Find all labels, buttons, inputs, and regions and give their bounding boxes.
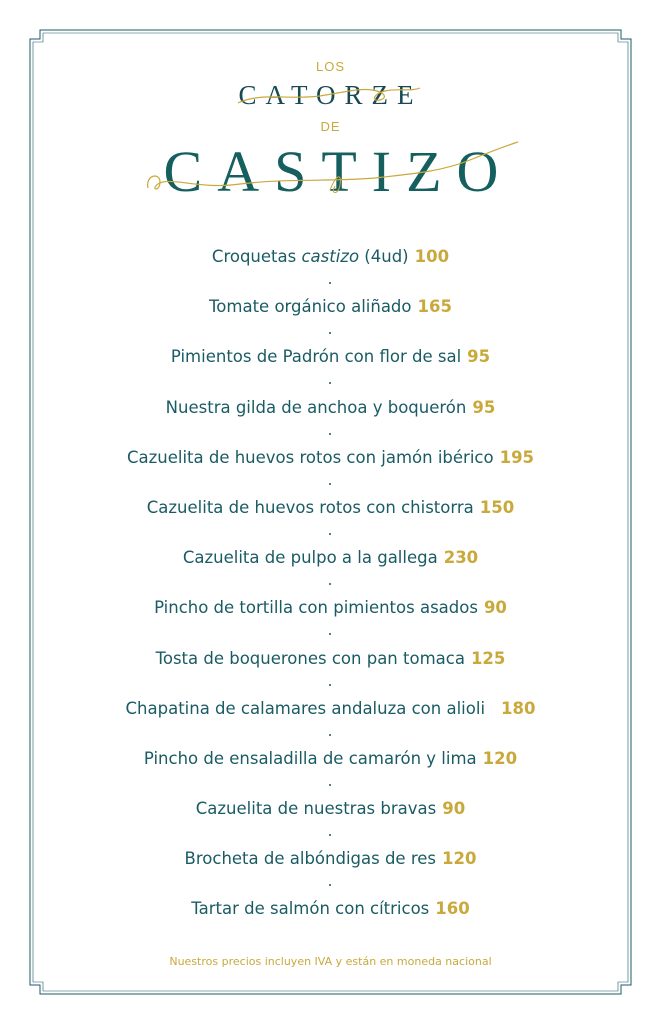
menu-item-name: Tartar de salmón con cítricos bbox=[191, 899, 430, 919]
menu-item bbox=[0, 796, 661, 846]
menu-item-price: 90 bbox=[483, 598, 507, 618]
menu-item-price: 125 bbox=[470, 648, 506, 668]
menu-item-price: 95 bbox=[467, 347, 491, 367]
menu-item bbox=[0, 495, 661, 545]
menu-item bbox=[0, 395, 661, 445]
separator-dot bbox=[329, 583, 331, 585]
menu-item-name: Pincho de tortilla con pimientos asados bbox=[154, 598, 478, 618]
menu-item bbox=[0, 244, 661, 294]
menu-item-name: Chapatina de calamares andaluza con alioli bbox=[125, 698, 486, 718]
separator-dot bbox=[329, 684, 331, 686]
separator-dot bbox=[329, 282, 331, 284]
separator-dot bbox=[329, 533, 331, 535]
menu-item-line bbox=[0, 247, 661, 266]
menu-item-line bbox=[0, 498, 661, 517]
menu-item bbox=[0, 445, 661, 495]
menu-item-price: 150 bbox=[479, 497, 515, 517]
separator-dot bbox=[329, 633, 331, 635]
footer-note: Nuestros precios incluyen IVA y están en moneda nacional bbox=[169, 955, 492, 968]
menu-item-line bbox=[0, 699, 661, 718]
menu-item-price: 95 bbox=[472, 397, 496, 417]
menu-list bbox=[0, 244, 661, 947]
menu-item-price: 180 bbox=[501, 698, 536, 718]
menu-item-name: Tomate orgánico aliñado bbox=[209, 297, 412, 317]
menu-item-name: Tosta de boquerones con pan tomaca bbox=[155, 648, 465, 668]
menu-item-line bbox=[0, 398, 661, 417]
menu-item-line bbox=[0, 849, 661, 868]
menu-item-price: 100 bbox=[414, 247, 450, 266]
menu-item bbox=[0, 294, 661, 344]
menu-item-price: 195 bbox=[499, 447, 535, 467]
menu-item-name-suffix: (4ud) bbox=[359, 247, 409, 266]
title-los: LOS bbox=[315, 59, 345, 74]
menu-item-name-italic: castizo bbox=[301, 247, 360, 266]
menu-item bbox=[0, 646, 661, 696]
menu-item-name: Cazuelita de nuestras bravas bbox=[195, 799, 437, 819]
menu-item bbox=[0, 896, 661, 946]
separator-dot bbox=[329, 332, 331, 334]
menu-item-name: Cazuelita de huevos rotos con jamón ibérico bbox=[126, 447, 494, 467]
menu-item bbox=[0, 696, 661, 746]
menu-item-line bbox=[0, 448, 661, 467]
menu-item-line bbox=[0, 297, 661, 316]
title-castizo: CASTIZO bbox=[163, 139, 514, 204]
menu-item-name: Pincho de ensaladilla de camarón y lima bbox=[143, 748, 477, 768]
menu-item-name: Cazuelita de huevos rotos con chistorra bbox=[146, 497, 474, 517]
separator-dot bbox=[329, 433, 331, 435]
menu-item-line bbox=[0, 548, 661, 567]
separator-dot bbox=[329, 483, 331, 485]
menu-item-name: Pimientos de Padrón con flor de sal bbox=[170, 347, 462, 367]
menu-item-line bbox=[0, 749, 661, 768]
menu-item-price: 90 bbox=[442, 799, 466, 819]
menu-item-price: 120 bbox=[442, 849, 477, 869]
menu-item-line bbox=[0, 899, 661, 918]
separator-dot bbox=[329, 884, 331, 886]
menu-item-line bbox=[0, 598, 661, 617]
separator-dot bbox=[329, 382, 331, 384]
menu-item bbox=[0, 746, 661, 796]
menu-item-line bbox=[0, 799, 661, 818]
menu-item-line bbox=[0, 649, 661, 668]
menu-item-price: 120 bbox=[482, 748, 518, 768]
logo-title bbox=[0, 0, 661, 230]
separator-dot bbox=[329, 784, 331, 786]
menu-item-name: Nuestra gilda de anchoa y boquerón bbox=[165, 397, 467, 417]
menu-item-name: Brocheta de albóndigas de res bbox=[184, 849, 436, 869]
menu-item-name: Cazuelita de pulpo a la gallega bbox=[182, 548, 438, 568]
menu-item bbox=[0, 595, 661, 645]
menu-item bbox=[0, 344, 661, 394]
title-catorze: CATORZE bbox=[238, 80, 423, 110]
separator-dot bbox=[329, 734, 331, 736]
menu-item-price: 230 bbox=[443, 548, 479, 568]
menu-item-name: Croquetas bbox=[211, 247, 302, 266]
menu-item-line bbox=[0, 347, 661, 366]
menu-item-price: 165 bbox=[417, 297, 452, 317]
menu-item bbox=[0, 846, 661, 896]
separator-dot bbox=[329, 834, 331, 836]
title-de: DE bbox=[320, 119, 341, 134]
menu-item-price: 160 bbox=[435, 899, 470, 919]
menu-item bbox=[0, 545, 661, 595]
